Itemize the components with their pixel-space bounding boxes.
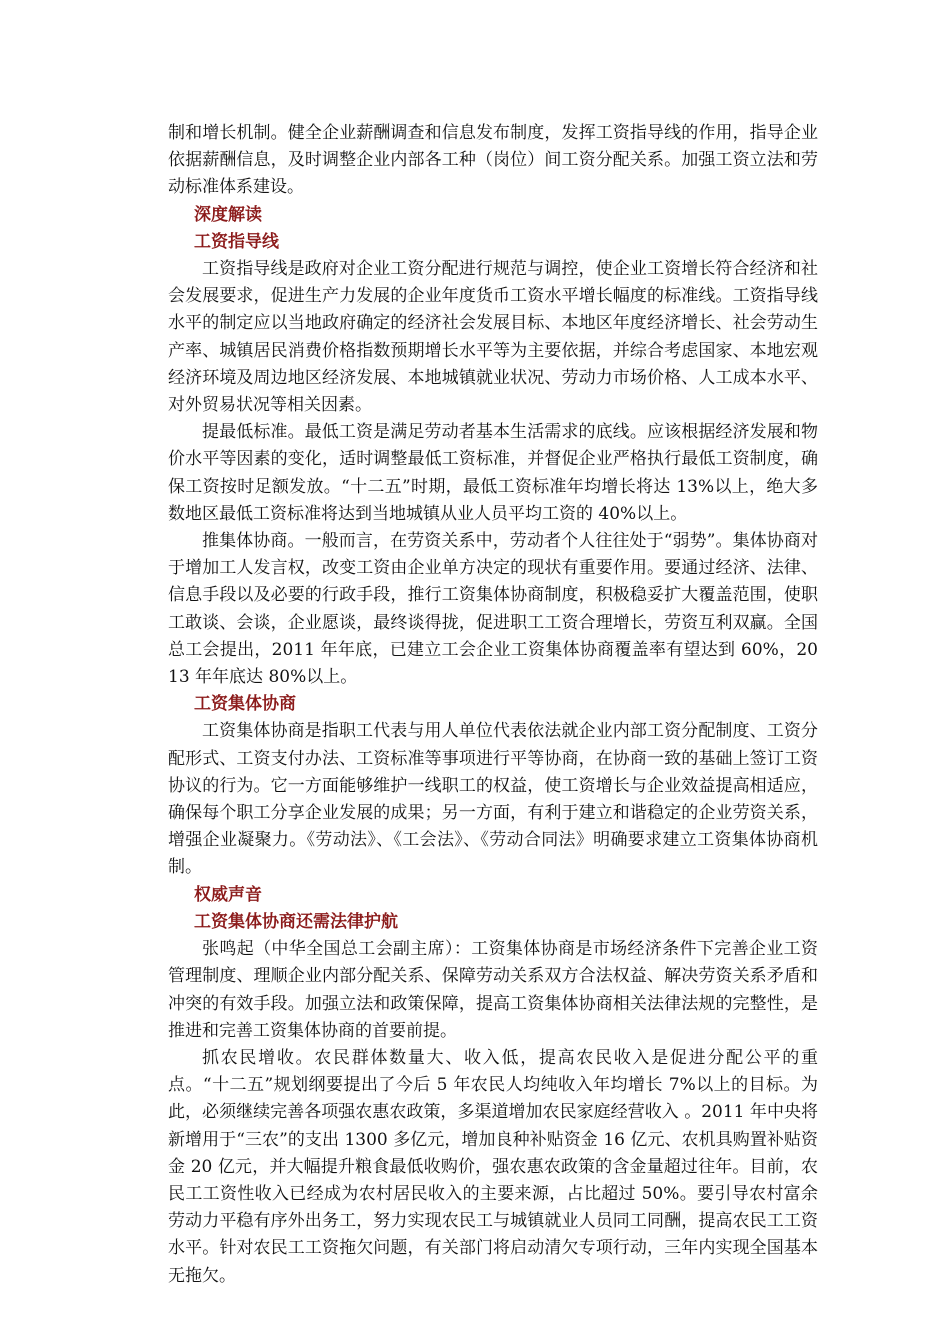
subheading-legal-protection: 工资集体协商还需法律护航 (194, 911, 398, 932)
paragraph-wage-mechanism: 制和增长机制。健全企业薪酬调查和信息发布制度，发挥工资指导线的作用，指导企业依据薪酬信息，及时调整企业内部各工种（岗位）间工资分配关系。加强工资立法和劳动标准体系建设。 (168, 123, 818, 198)
paragraph-farmer-income: 抓农民增收。农民群体数量大、收入低，提高农民收入是促进分配公平的重点。“十二五”规划纲要提出了今后 5 年农民人均纯收入年均增长 7%以上的目标。为此，必须继续完善各项强农惠农政策，多渠道增加农民家庭经营收入 。2011 年中央将新增用于“三农”的支出 1300 多亿元，增加良种补贴资金 16 亿元、农机具购置补贴资金 20 亿元，并大幅提升粮食最低收购价，强农惠农政策的含金量超过往年。目前，农民工工资性收入已经成为农村居民收入的主要来源，占比超过 50%。要引导农村富余劳动力平稳有序外出务工，努力实现农民工与城镇就业人员同工同酬，提高农民工工资水平。针对农民工工资拖欠问题，有关部门将启动清欠专项行动，三年内实现全国基本无拖欠。 (168, 1047, 818, 1286)
paragraph-minimum-wage: 提最低标准。最低工资是满足劳动者基本生活需求的底线。应该根据经济发展和物价水平等因素的变化，适时调整最低工资标准，并督促企业严格执行最低工资制度，确保工资按时足额发放。“十二五”时期，最低工资标准年均增长将达 13%以上，绝大多数地区最低工资标准将达到当地城镇从业人员平均工资的 40%以上。 (168, 422, 818, 524)
document-page (168, 120, 818, 1290)
subheading-wage-guideline: 工资指导线 (194, 231, 279, 252)
paragraph-wage-guideline: 工资指导线是政府对企业工资分配进行规范与调控，使企业工资增长符合经济和社会发展要求，促进生产力发展的企业年度货币工资水平增长幅度的标准线。工资指导线水平的制定应以当地政府确定的经济社会发展目标、本地区年度经济增长、社会劳动生产率、城镇居民消费价格指数预期增长水平等为主要依据，并综合考虑国家、本地宏观经济环境及周边地区经济发展、本地城镇就业状况、劳动力市场价格、人工成本水平、对外贸易状况等相关因素。 (168, 259, 818, 416)
paragraph-collective-bargaining-push: 推集体协商。一般而言，在劳资关系中，劳动者个人往往处于“弱势”。集体协商对于增加工人发言权，改变工资由企业单方决定的现状有重要作用。要通过经济、法律、信息手段以及必要的行政手段，推行工资集体协商制度，积极稳妥扩大覆盖范围，使职工敢谈、会谈，企业愿谈，最终谈得拢，促进职工工资合理增长，劳资互利双赢。全国总工会提出，2011 年年底，已建立工会企业工资集体协商覆盖率有望达到 60%，2013 年年底达 80%以上。 (168, 531, 818, 688)
section-heading-in-depth: 深度解读 (194, 204, 262, 225)
section-heading-authoritative-voice: 权威声音 (194, 884, 262, 905)
subheading-collective-bargaining: 工资集体协商 (194, 694, 296, 715)
paragraph-zhang-mingqi: 张鸣起（中华全国总工会副主席）：工资集体协商是市场经济条件下完善企业工资管理制度、理顺企业内部分配关系、保障劳动关系双方合法权益、解决劳资关系矛盾和冲突的有效手段。加强立法和政策保障，提高工资集体协商相关法律法规的完整性，是推进和完善工资集体协商的首要前提。 (168, 939, 818, 1041)
paragraph-collective-bargaining: 工资集体协商是指职工代表与用人单位代表依法就企业内部工资分配制度、工资分配形式、工资支付办法、工资标准等事项进行平等协商，在协商一致的基础上签订工资协议的行为。它一方面能够维护一线职工的权益，使工资增长与企业效益提高相适应，确保每个职工分享企业发展的成果；另一方面，有利于建立和谐稳定的企业劳资关系，增强企业凝聚力。《劳动法》、《工会法》、《劳动合同法》明确要求建立工资集体协商机制。 (168, 721, 818, 878)
